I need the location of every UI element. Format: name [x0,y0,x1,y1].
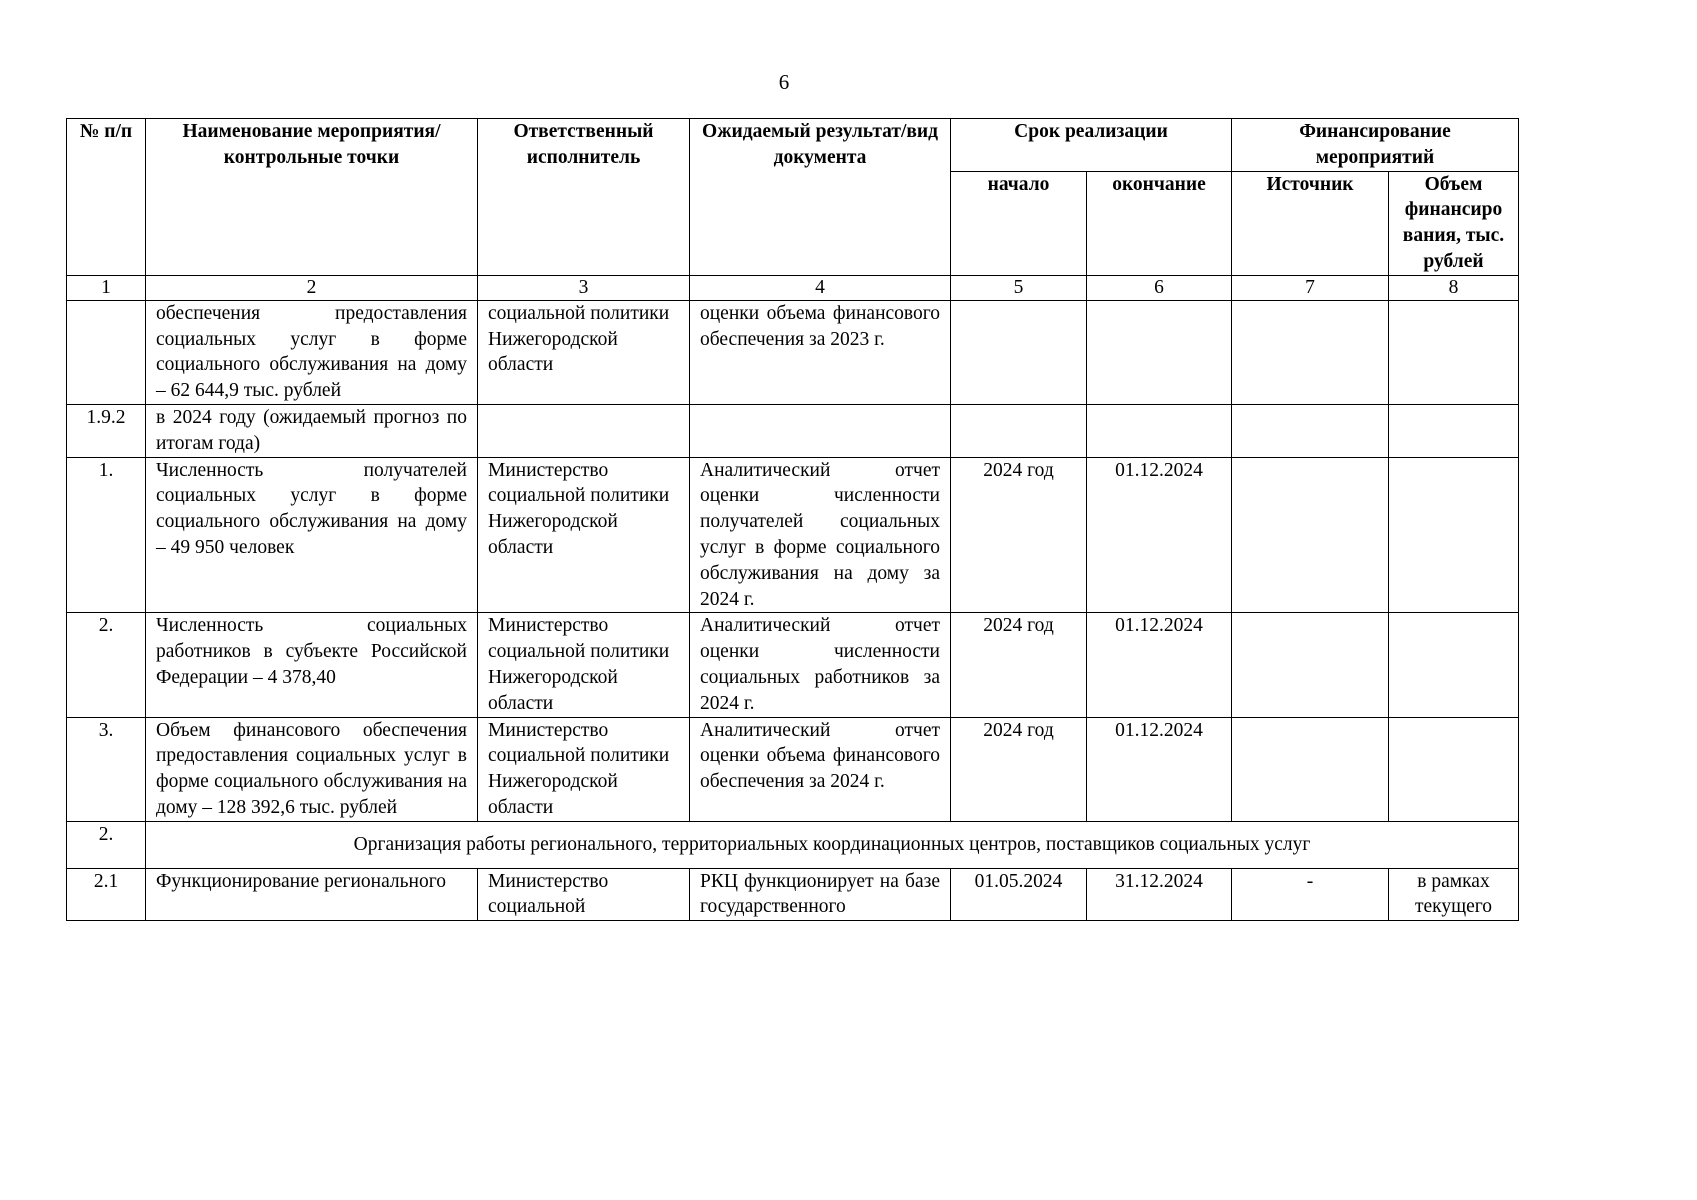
row-end [1087,300,1232,404]
row-expected-result: Аналитический отчет оценки численности социальных работников за 2024 г. [690,613,951,717]
table-row [67,717,1519,821]
row-executor: социальной политики Нижегородской области [478,300,690,404]
row-activity-name: Численность получателей социальных услуг в форме социального обслуживания на дому – 49 950 человек [146,457,478,613]
column-number: 4 [690,275,951,300]
row-number: 2. [67,613,146,717]
row-end: 01.12.2024 [1087,717,1232,821]
row-volume [1389,300,1519,404]
header-start: начало [951,171,1087,275]
row-number: 3. [67,717,146,821]
section-row [67,821,1519,868]
column-number: 8 [1389,275,1519,300]
column-number-row [67,275,1519,300]
column-number: 5 [951,275,1087,300]
row-expected-result: Аналитический отчет оценки объема финансового обеспечения за 2024 г. [690,717,951,821]
header-financing: Финансирование мероприятий [1232,119,1519,172]
row-end: 01.12.2024 [1087,613,1232,717]
page-number: 6 [778,70,790,94]
column-number: 6 [1087,275,1232,300]
row-volume: в рамках текущего [1389,868,1519,921]
row-number: 2.1 [67,868,146,921]
table-row [67,613,1519,717]
activity-plan-table [66,118,1519,921]
row-source: - [1232,868,1389,921]
row-expected-result: РКЦ функционирует на базе государственного [690,868,951,921]
row-executor: Министерство социальной политики Нижегородской области [478,717,690,821]
table-row [67,868,1519,921]
row-start [951,404,1087,457]
header-term: Срок реализации [951,119,1232,172]
table-row [67,300,1519,404]
row-number [67,300,146,404]
row-expected-result [690,404,951,457]
row-start: 2024 год [951,613,1087,717]
row-source [1232,457,1389,613]
column-number: 7 [1232,275,1389,300]
row-executor [478,404,690,457]
row-activity-name: обеспечения предоставления социальных услуг в форме социального обслуживания на дому – 62 644,9 тыс. рублей [146,300,478,404]
section-number: 2. [67,821,146,868]
row-source [1232,613,1389,717]
row-source [1232,404,1389,457]
row-volume [1389,404,1519,457]
column-number: 3 [478,275,690,300]
header-activity-name: Наименование мероприятия/ контрольные точки [146,119,478,276]
row-start [951,300,1087,404]
row-expected-result: Аналитический отчет оценки численности получателей социальных услуг в форме социального обслуживания на дому за 2024 г. [690,457,951,613]
row-volume [1389,457,1519,613]
row-start: 2024 год [951,457,1087,613]
row-number: 1. [67,457,146,613]
row-end: 01.12.2024 [1087,457,1232,613]
row-number: 1.9.2 [67,404,146,457]
row-start: 2024 год [951,717,1087,821]
table-row [67,404,1519,457]
row-activity-name: Объем финансового обеспечения предоставления социальных услуг в форме социального обслуживания на дому – 128 392,6 тыс. рублей [146,717,478,821]
header-end: окончание [1087,171,1232,275]
row-expected-result: оценки объема финансового обеспечения за 2023 г. [690,300,951,404]
table-row [67,457,1519,613]
row-activity-name: Функционирование регионального [146,868,478,921]
header-source: Источник [1232,171,1389,275]
row-activity-name: Численность социальных работников в субъекте Российской Федерации – 4 378,40 [146,613,478,717]
column-number: 1 [67,275,146,300]
row-start: 01.05.2024 [951,868,1087,921]
section-title: Организация работы регионального, территориальных координационных центров, поставщиков социальных услуг [146,821,1519,868]
row-end [1087,404,1232,457]
row-executor: Министерство социальной [478,868,690,921]
table-header-row [67,119,1519,172]
header-volume: Объем финансиро вания, тыс. рублей [1389,171,1519,275]
row-executor: Министерство социальной политики Нижегородской области [478,457,690,613]
header-number: № п/п [67,119,146,276]
row-volume [1389,613,1519,717]
row-end: 31.12.2024 [1087,868,1232,921]
row-executor: Министерство социальной политики Нижегородской области [478,613,690,717]
row-activity-name: в 2024 году (ожидаемый прогноз по итогам года) [146,404,478,457]
row-source [1232,300,1389,404]
column-number: 2 [146,275,478,300]
row-source [1232,717,1389,821]
header-executor: Ответственный исполнитель [478,119,690,276]
header-expected-result: Ожидаемый результат/вид документа [690,119,951,276]
row-volume [1389,717,1519,821]
